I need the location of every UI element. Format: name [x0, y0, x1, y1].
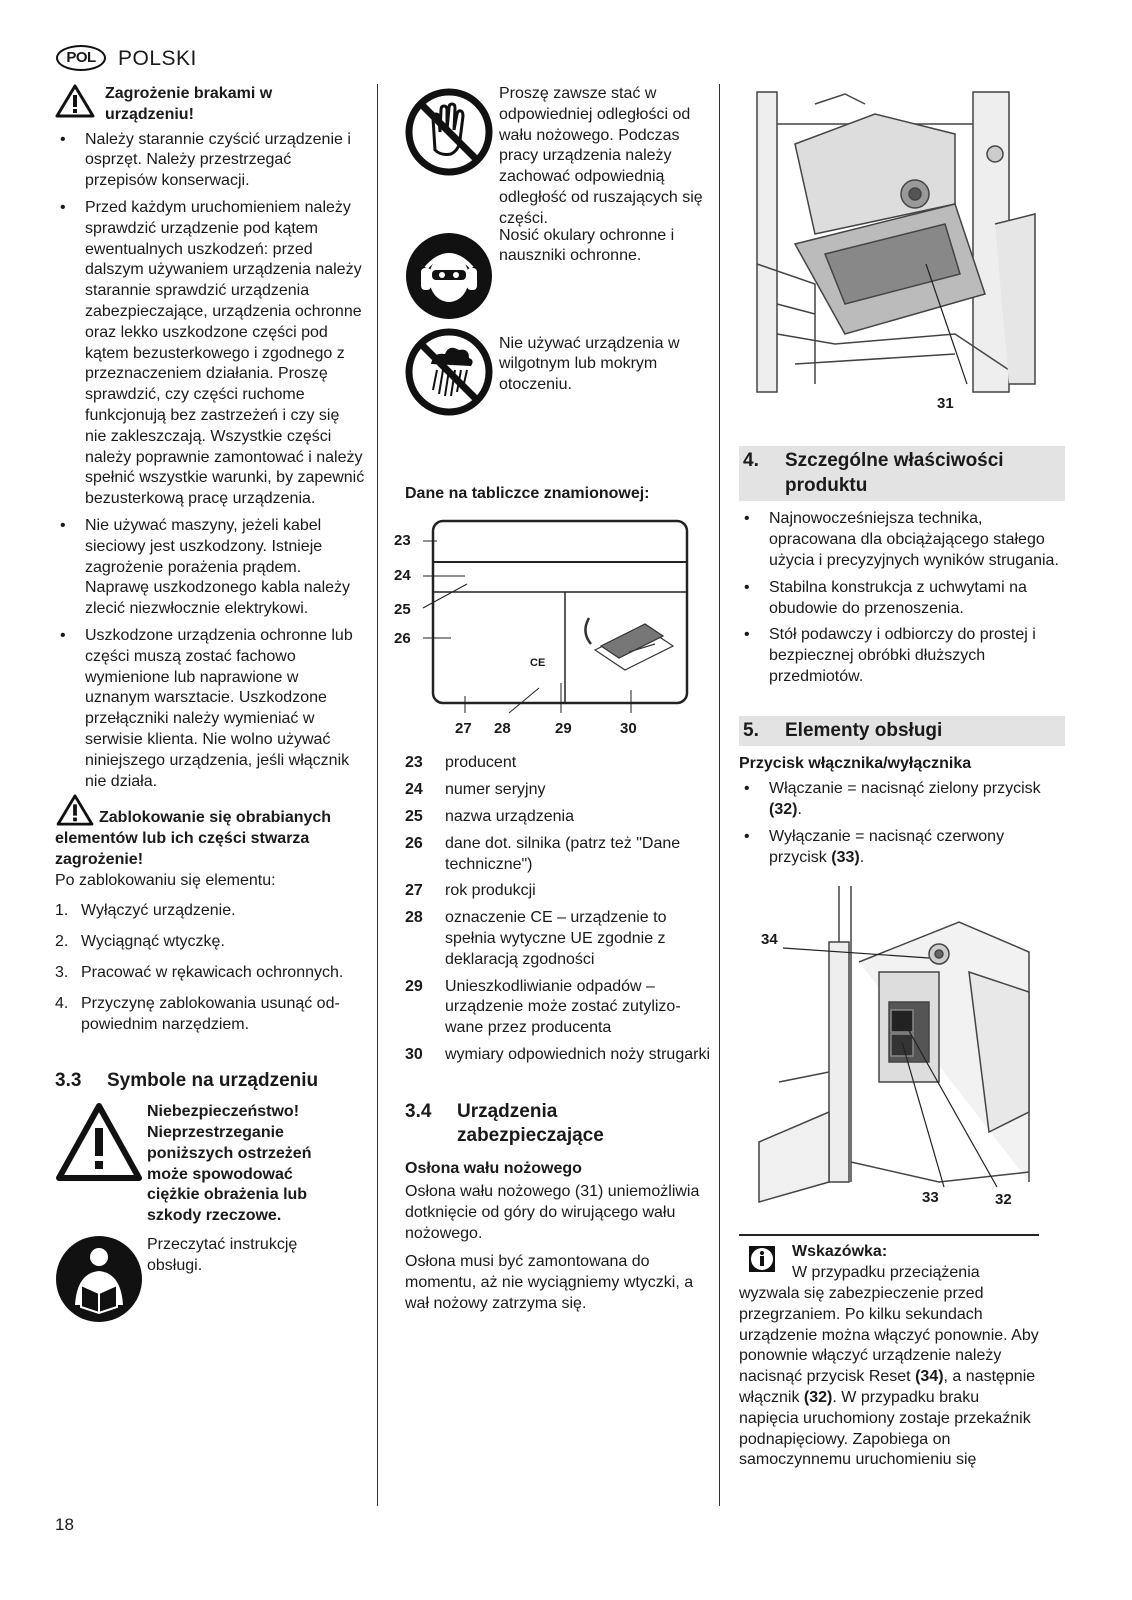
- callout-26: 26: [394, 630, 411, 648]
- read-manual-text: Przeczytać instrukcję obsługi.: [147, 1235, 298, 1274]
- list-item: [55, 963, 365, 984]
- switch-drawing: [739, 882, 1039, 1222]
- step-number: 1.: [55, 902, 69, 920]
- guard-paragraph-1: Osłona wału nożowego (31) uniemożliwia dotknięcie od góry do wirującego wału nożowego.: [405, 1182, 700, 1242]
- list-item: [405, 1045, 715, 1066]
- list-item: • Włączanie = nacisnąć zielony przycisk (32).: [739, 779, 1065, 821]
- switch-figure: [739, 882, 1039, 1222]
- symbol-wet-text: Nie używać urządzenia w wilgotnym lub mokrym otoczeniu.: [499, 334, 680, 394]
- safety-bullet-list: [55, 130, 365, 793]
- list-item: [55, 901, 365, 922]
- callout-34: 34: [761, 931, 778, 949]
- section-5-heading: [739, 716, 1065, 747]
- warning-defects-title: Zagrożenie brakami w urządzeniu!: [105, 85, 273, 123]
- no-hands-icon: [405, 88, 493, 176]
- switch-on-ref: (32): [769, 801, 798, 819]
- step-number: 3.: [55, 964, 69, 982]
- list-item: • Najnowocześniejsza technika, opracowana dla obciążającego stałego użycia i precyzyjnych wyników strugania.: [739, 509, 1065, 571]
- note-text-part: W przypadku przeciążenia wyzwala się zabezpieczenie przed przegrzaniem. Po kilku sekundach urządzenie można włączyć ponownie. Aby ponownie włączyć urządzenie należy nacisnąć przycisk Reset: [739, 1264, 1039, 1386]
- switch-on-text: Włączanie = nacisnąć zielony przycisk: [769, 780, 1041, 798]
- cutter-guard-drawing: [755, 84, 1045, 424]
- switch-list: [739, 779, 1065, 868]
- section-3-3-heading: [55, 1069, 365, 1094]
- info-icon: [749, 1246, 775, 1272]
- list-item: [405, 780, 715, 801]
- section-title: Symbole na urządzeniu: [107, 1070, 319, 1092]
- cutter-guard-figure: [755, 84, 1045, 424]
- goggles-earmuffs-icon: [405, 232, 493, 320]
- step-number: 4.: [55, 994, 69, 1012]
- rating-plate-drawing: [405, 518, 705, 743]
- warning-jamming-text: Zablokowanie się obrabianych elementów lub ich części stwarza zagrożenie!: [55, 809, 332, 868]
- callout-30: 30: [620, 720, 637, 738]
- list-item: [405, 881, 715, 902]
- legend-number: 29: [405, 977, 423, 995]
- callout-27: 27: [455, 720, 472, 738]
- language-badge: POL: [56, 45, 106, 71]
- note-box: [739, 1234, 1039, 1471]
- legend-number: 27: [405, 882, 423, 900]
- legend-text: dane dot. silnika (patrz też "Dane techniczne"): [445, 834, 681, 873]
- switch-off-text: Wyłączanie = nacisnąć czerwony przycisk: [769, 827, 1005, 866]
- section-title: Urządzenia zabezpieczające: [457, 1100, 604, 1147]
- step-text: Wyciągnąć wtyczkę.: [81, 933, 225, 951]
- section-title: Elementy obsługi: [785, 719, 943, 741]
- switch-subtitle: Przycisk włącznika/wyłącznika: [739, 755, 972, 773]
- read-manual-icon: [55, 1235, 143, 1323]
- guard-paragraph-2: Osłona musi być zamontowana do momentu, aż nie wyciągniemy wtyczki, a wał nożowy zatrzyma się.: [405, 1253, 694, 1312]
- guard-subtitle: Osłona wału nożowego: [405, 1160, 582, 1178]
- callout-24: 24: [394, 567, 411, 585]
- warning-jamming-title: [55, 808, 365, 870]
- column-1: [55, 84, 365, 1323]
- list-item: • Stabilna konstrukcja z uchwytami na obudowie do przenoszenia.: [739, 578, 1065, 620]
- callout-33: 33: [922, 1189, 939, 1207]
- legend-text: numer seryjny: [445, 781, 546, 799]
- list-item: • Uszkodzone urządzenia ochronne lub części muszą zostać fachowo wymienione lub naprawione w uznanym warsztacie. Uszkodzone przełączniki należy wymieniać w serwisie klienta. Nie wolno używać niniejszego urządzenia, jeśli włącznik nie działa.: [55, 626, 365, 792]
- callout-25: 25: [394, 601, 411, 619]
- warning-jamming-intro: Po zablokowaniu się elementu:: [55, 871, 276, 889]
- list-item: [55, 994, 365, 1036]
- section-number: 3.4: [405, 1100, 432, 1122]
- note-text-part: , a następnie włącznik: [739, 1368, 1036, 1406]
- column-3: [739, 84, 1065, 1471]
- list-item: • Przed każdym uruchomieniem należy sprawdzić urządzenie pod kątem ewentualnych uszkodzeń: przed dalszym używaniem urządzenia należy starannie sprawdzić urządzenia zabezpieczające, urządzenia ochronne oraz lekko uszkodzone części pod kątem bezusterkowego i zgodnego z przeznaczeniem działania. Proszę sprawdzić, czy części ruchome funkcjonują bez zastrzeżeń i czy się nie zakleszczają. Wszystkie części należy poprawnie zamontować i należy spełnić wszystkie warunki, by zapewnić bezusterkową pracę urządzenia.: [55, 198, 365, 510]
- column-divider-2: [719, 84, 720, 1506]
- legend-text: Unieszkodliwianie odpadów – urządzenie może zostać zutylizo-wane przez producenta: [445, 977, 681, 1037]
- callout-32: 32: [995, 1191, 1012, 1209]
- list-item: [405, 908, 715, 970]
- switch-off-ref: (33): [831, 848, 860, 866]
- warning-triangle-icon: [55, 794, 95, 826]
- features-list: [739, 509, 1065, 687]
- legend-text: nazwa urządzenia: [445, 807, 574, 825]
- legend-number: 23: [405, 754, 423, 772]
- symbol-protection-text: Nosić okulary ochronne i nauszniki ochronne.: [499, 226, 675, 265]
- list-item: [55, 932, 365, 953]
- warning-triangle-icon: [55, 84, 95, 118]
- section-number: 4.: [743, 450, 759, 471]
- note-text-part: . W przypadku braku napięcia uruchomiony zostaje przekaźnik podnapięciowy. Zapobiega on samoczynnemu uruchomieniu się: [739, 1389, 1031, 1469]
- section-3-4-heading: [405, 1100, 715, 1149]
- column-divider-1: [377, 84, 378, 1506]
- jam-steps-list: [55, 901, 365, 1035]
- callout-28: 28: [494, 720, 511, 738]
- step-text: Przyczynę zablokowania usunąć od-powiednim narzędziem.: [81, 994, 340, 1033]
- list-item: [405, 834, 715, 876]
- legend-number: 30: [405, 1045, 423, 1063]
- step-number: 2.: [55, 933, 69, 951]
- step-text: Wyłączyć urządzenie.: [81, 902, 236, 920]
- note-title: Wskazówka:: [792, 1243, 888, 1261]
- list-item: [405, 753, 715, 774]
- list-item: [405, 807, 715, 828]
- note-ref-reset: (34): [915, 1368, 944, 1386]
- rating-plate-figure: [394, 518, 705, 743]
- column-2: [394, 84, 715, 1315]
- danger-text: Niebezpieczeństwo! Nieprzestrzeganie poniższych ostrzeżeń może spowodować ciężkie obrażenia lub szkody rzeczowe.: [147, 1103, 312, 1225]
- callout-23: 23: [394, 532, 411, 550]
- list-item: • Nie używać maszyny, jeżeli kabel sieciowy jest uszkodzony. Istnieje zagrożenie porażenia prądem. Naprawę uszkodzonego kabla należy zlecić niezwłocznie elektrykowi.: [55, 516, 365, 620]
- legend-number: 26: [405, 834, 423, 852]
- legend-number: 25: [405, 807, 423, 825]
- ce-mark: CE: [530, 657, 546, 670]
- language-name: POLSKI: [118, 47, 197, 70]
- legend-text: rok produkcji: [445, 882, 536, 900]
- note-ref-switch: (32): [803, 1389, 833, 1406]
- note-text: [739, 1263, 1039, 1471]
- list-item: • Należy starannie czyścić urządzenie i osprzęt. Należy przestrzegać przepisów konserwacji.: [55, 130, 365, 192]
- legend-number: 28: [405, 909, 423, 927]
- step-text: Pracować w rękawicach ochronnych.: [81, 964, 344, 982]
- callout-31: 31: [937, 395, 954, 412]
- legend-text: wymiary odpowiednich noży strugarki: [445, 1045, 710, 1063]
- callout-29: 29: [555, 720, 572, 738]
- list-item: [405, 977, 715, 1039]
- symbol-distance-text: Proszę zawsze stać w odpowiedniej odległości od wału nożowego. Podczas pracy urządzenia należy zachować odpowiednią odległość od ruszających się części.: [499, 85, 703, 227]
- danger-triangle-icon: [55, 1102, 143, 1182]
- section-4-heading: [739, 446, 1065, 501]
- page-number: 18: [55, 1515, 74, 1534]
- rating-plate-legend: [405, 753, 715, 1065]
- legend-text: oznaczenie CE – urządzenie to spełnia wytyczne UE zgodnie z deklaracją zgodności: [445, 909, 667, 968]
- list-item: • Wyłączanie = nacisnąć czerwony przycisk (33).: [739, 827, 1065, 869]
- legend-number: 24: [405, 781, 423, 799]
- section-number: 5.: [743, 719, 759, 741]
- no-wet-environment-icon: [405, 328, 493, 416]
- list-item: • Stół podawczy i odbiorczy do prostej i bezpiecznej obróbki dłuższych przedmiotów.: [739, 625, 1065, 687]
- section-title: Szczególne właściwości produktu: [785, 450, 1004, 496]
- section-number: 3.3: [55, 1070, 82, 1092]
- legend-text: producent: [445, 754, 517, 772]
- rating-plate-title: Dane na tabliczce znamionowej:: [405, 484, 650, 502]
